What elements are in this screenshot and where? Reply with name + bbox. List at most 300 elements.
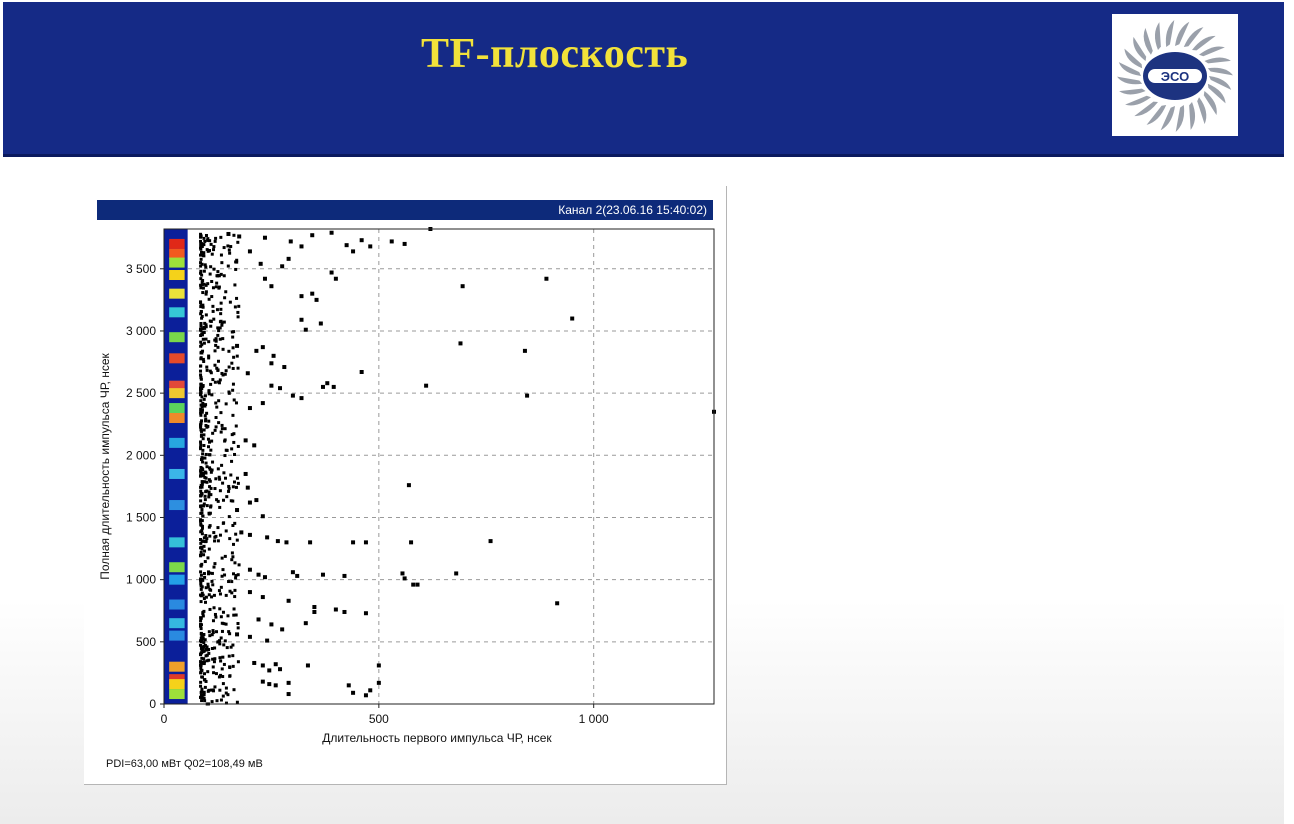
data-point xyxy=(411,583,415,587)
data-point xyxy=(224,290,227,293)
data-point xyxy=(211,253,214,256)
data-point xyxy=(208,491,211,494)
data-point xyxy=(217,329,220,332)
data-point xyxy=(199,570,202,573)
data-point xyxy=(248,568,252,572)
data-point xyxy=(222,611,225,614)
data-point xyxy=(204,498,207,501)
data-point xyxy=(330,271,334,275)
data-point xyxy=(204,490,207,493)
data-point xyxy=(221,424,224,427)
data-point xyxy=(199,261,202,264)
data-point xyxy=(217,467,220,470)
tf-scatter-plot xyxy=(84,186,726,784)
data-point xyxy=(202,553,205,556)
data-point xyxy=(212,248,215,251)
data-point xyxy=(319,322,323,326)
data-point xyxy=(233,398,236,401)
data-point xyxy=(204,686,207,689)
data-point xyxy=(214,240,217,243)
data-point xyxy=(254,349,258,353)
data-point xyxy=(233,688,236,691)
data-point xyxy=(203,678,206,681)
data-point xyxy=(208,630,211,633)
data-point xyxy=(217,287,220,290)
data-point xyxy=(206,654,209,657)
data-point xyxy=(228,675,231,678)
y-tick-label: 1 000 xyxy=(125,572,156,587)
data-point xyxy=(203,672,206,675)
company-logo xyxy=(1112,14,1238,136)
data-point xyxy=(218,689,221,692)
data-point xyxy=(203,429,206,432)
data-point xyxy=(232,330,235,333)
data-point xyxy=(209,320,212,323)
data-point xyxy=(224,639,227,642)
data-point xyxy=(544,277,548,281)
data-point xyxy=(205,596,208,599)
data-point xyxy=(219,534,222,537)
data-point xyxy=(203,693,206,696)
data-point xyxy=(215,630,218,633)
data-point xyxy=(236,241,239,244)
data-point xyxy=(368,688,372,692)
data-point xyxy=(200,245,203,248)
data-point xyxy=(287,599,291,603)
data-point xyxy=(199,538,202,541)
data-point xyxy=(377,663,381,667)
density-hotspot xyxy=(169,537,184,547)
data-point xyxy=(200,333,203,336)
data-point xyxy=(278,667,282,671)
data-point xyxy=(204,534,207,537)
data-point xyxy=(199,443,202,446)
data-point xyxy=(228,392,231,395)
data-point xyxy=(221,557,224,560)
data-point xyxy=(220,273,223,276)
data-point xyxy=(221,337,224,340)
data-point xyxy=(208,466,211,469)
density-hotspot xyxy=(169,289,184,299)
data-point xyxy=(206,369,209,372)
density-hotspot xyxy=(169,307,184,317)
data-point xyxy=(217,421,220,424)
data-point xyxy=(248,249,252,253)
density-hotspot xyxy=(169,353,184,363)
data-point xyxy=(211,461,214,464)
density-hotspot xyxy=(169,679,184,689)
data-point xyxy=(214,616,217,619)
data-point xyxy=(203,322,206,325)
data-point xyxy=(199,389,202,392)
data-point xyxy=(225,495,228,498)
density-hotspot xyxy=(169,500,184,510)
data-point xyxy=(233,453,236,456)
data-point xyxy=(200,627,203,630)
data-point xyxy=(202,287,205,290)
data-point xyxy=(232,432,235,435)
data-point xyxy=(209,383,212,386)
y-tick-label: 1 500 xyxy=(125,510,156,525)
data-point xyxy=(220,302,223,305)
data-point xyxy=(212,671,215,674)
data-point xyxy=(235,632,239,636)
data-point xyxy=(232,356,235,359)
density-hotspot xyxy=(169,618,184,628)
data-point xyxy=(234,533,237,536)
data-point xyxy=(215,367,218,370)
data-point xyxy=(228,632,231,635)
data-point xyxy=(289,239,293,243)
data-point xyxy=(207,438,210,441)
density-hotspot xyxy=(169,689,184,699)
data-point xyxy=(321,385,325,389)
data-point xyxy=(202,237,205,240)
data-point xyxy=(265,639,269,643)
data-point xyxy=(237,660,240,663)
data-point xyxy=(199,582,202,585)
data-point xyxy=(213,660,216,663)
data-point xyxy=(216,270,219,273)
data-point xyxy=(274,662,278,666)
data-point xyxy=(222,471,225,474)
data-point xyxy=(200,688,203,691)
data-point xyxy=(205,462,208,465)
data-point xyxy=(232,234,235,237)
data-point xyxy=(218,607,221,610)
data-point xyxy=(265,535,269,539)
data-point xyxy=(199,428,202,431)
data-point xyxy=(216,699,219,702)
data-point xyxy=(199,520,202,523)
data-point xyxy=(213,536,216,539)
data-point xyxy=(312,610,316,614)
data-point xyxy=(200,529,203,532)
data-point xyxy=(227,580,230,583)
data-point xyxy=(282,365,286,369)
data-point xyxy=(218,476,221,479)
data-point xyxy=(228,515,231,518)
data-point xyxy=(199,370,202,373)
data-point xyxy=(199,440,202,443)
data-point xyxy=(232,346,235,349)
data-point xyxy=(209,325,212,328)
data-point xyxy=(200,623,203,626)
data-point xyxy=(201,468,204,471)
data-point xyxy=(409,540,413,544)
data-point xyxy=(227,350,230,353)
data-point xyxy=(222,695,225,698)
data-point xyxy=(233,283,236,286)
data-point xyxy=(203,576,206,579)
data-point xyxy=(221,656,224,659)
x-axis-label: Длительность первого импульса ЧР, нсек xyxy=(322,731,552,745)
data-point xyxy=(407,483,411,487)
data-point xyxy=(199,376,202,379)
data-point xyxy=(205,313,208,316)
data-point xyxy=(219,489,222,492)
data-point xyxy=(217,539,220,542)
data-point xyxy=(226,449,229,452)
data-point xyxy=(233,481,236,484)
data-point xyxy=(377,681,381,685)
data-point xyxy=(210,393,213,396)
data-point xyxy=(523,349,527,353)
data-point xyxy=(248,590,252,594)
data-point xyxy=(220,636,223,639)
data-point xyxy=(203,572,206,575)
data-point xyxy=(228,537,231,540)
data-point xyxy=(204,540,207,543)
data-point xyxy=(261,345,265,349)
data-point xyxy=(219,236,222,239)
data-point xyxy=(203,398,206,401)
data-point xyxy=(261,595,265,599)
data-point xyxy=(214,237,217,240)
data-point xyxy=(219,312,222,315)
data-point xyxy=(200,675,203,678)
data-point xyxy=(200,574,203,577)
data-point xyxy=(201,304,204,307)
data-point xyxy=(219,659,222,662)
data-point xyxy=(274,683,278,687)
y-tick-label: 2 500 xyxy=(125,386,156,401)
data-point xyxy=(231,524,234,527)
data-point xyxy=(200,343,203,346)
data-point xyxy=(334,607,338,611)
data-point xyxy=(210,295,213,298)
data-point xyxy=(312,605,316,609)
data-point xyxy=(205,412,208,415)
data-point xyxy=(261,514,265,518)
data-point xyxy=(231,414,234,417)
data-point xyxy=(287,692,291,696)
data-point xyxy=(212,665,215,668)
data-point xyxy=(236,622,239,625)
data-point xyxy=(219,326,222,329)
data-point xyxy=(225,692,228,695)
data-point xyxy=(207,690,210,693)
data-point xyxy=(222,499,225,502)
data-point xyxy=(267,668,271,672)
density-hotspot xyxy=(169,600,184,610)
data-point xyxy=(208,572,211,575)
data-point xyxy=(211,305,214,308)
data-point xyxy=(223,454,226,457)
data-point xyxy=(220,699,223,702)
data-point xyxy=(230,558,233,561)
data-point xyxy=(220,464,223,467)
density-hotspot xyxy=(169,662,184,672)
data-point xyxy=(208,634,211,637)
data-point xyxy=(213,364,216,367)
data-point xyxy=(209,273,212,276)
data-point xyxy=(360,370,364,374)
data-point xyxy=(228,365,231,368)
y-tick-label: 3 000 xyxy=(125,323,156,338)
data-point xyxy=(230,447,233,450)
data-point xyxy=(199,272,202,275)
data-point xyxy=(236,311,239,314)
data-point xyxy=(220,254,223,257)
data-point xyxy=(231,644,234,647)
data-point xyxy=(209,589,212,592)
data-point xyxy=(364,611,368,615)
data-point xyxy=(211,469,214,472)
data-point xyxy=(261,663,265,667)
data-point xyxy=(200,617,203,620)
data-point xyxy=(237,573,240,576)
data-point xyxy=(228,666,231,669)
data-point xyxy=(202,254,205,257)
data-point xyxy=(202,251,205,254)
data-point xyxy=(215,672,218,675)
data-point xyxy=(199,554,202,557)
data-point xyxy=(201,283,204,286)
data-point xyxy=(211,378,214,381)
data-point xyxy=(231,551,234,554)
data-point xyxy=(287,257,291,261)
data-point xyxy=(215,425,218,428)
data-point xyxy=(225,687,228,690)
data-point xyxy=(215,282,218,285)
data-point xyxy=(237,482,240,485)
data-point xyxy=(213,562,216,565)
data-point xyxy=(200,640,203,643)
y-tick-label: 0 xyxy=(149,697,156,711)
density-hotspot xyxy=(169,388,184,398)
data-point xyxy=(263,575,267,579)
data-point xyxy=(237,367,240,370)
data-point xyxy=(220,431,223,434)
density-hotspot xyxy=(169,239,184,249)
y-tick-label: 2 000 xyxy=(125,448,156,463)
data-point xyxy=(220,586,223,589)
data-point xyxy=(226,614,229,617)
data-point xyxy=(291,394,295,398)
data-point xyxy=(201,514,204,517)
data-point xyxy=(217,500,220,503)
data-point xyxy=(261,680,265,684)
data-point xyxy=(202,433,205,436)
data-point xyxy=(203,331,206,334)
data-point xyxy=(300,318,304,322)
data-point xyxy=(227,485,230,488)
data-point xyxy=(215,406,218,409)
data-point xyxy=(214,613,217,616)
data-point xyxy=(203,697,206,700)
data-point xyxy=(204,263,207,266)
data-point xyxy=(229,301,232,304)
data-point xyxy=(269,361,273,365)
data-point xyxy=(235,261,238,264)
data-point xyxy=(200,471,203,474)
data-point xyxy=(199,301,202,304)
data-point xyxy=(221,482,224,485)
data-point xyxy=(226,244,229,247)
data-point xyxy=(308,540,312,544)
data-point xyxy=(199,505,202,508)
data-point xyxy=(360,238,364,242)
data-point xyxy=(248,533,252,537)
data-point xyxy=(207,445,210,448)
data-point xyxy=(226,232,230,236)
density-hotspot xyxy=(169,403,184,413)
data-point xyxy=(199,594,202,597)
data-point xyxy=(204,419,207,422)
data-point xyxy=(222,682,225,685)
data-point xyxy=(235,401,238,404)
data-point xyxy=(223,573,226,576)
data-point xyxy=(209,265,212,268)
data-point xyxy=(201,612,204,615)
data-point xyxy=(208,453,211,456)
data-point xyxy=(269,384,273,388)
data-point xyxy=(310,292,314,296)
data-point xyxy=(201,486,204,489)
slide-header xyxy=(3,2,1284,157)
data-point xyxy=(208,239,211,242)
data-point xyxy=(200,419,203,422)
density-hotspot xyxy=(169,562,184,572)
data-point xyxy=(208,485,211,488)
data-point xyxy=(238,563,241,566)
data-point xyxy=(246,486,250,490)
data-point xyxy=(200,317,203,320)
data-point xyxy=(200,494,203,497)
data-point xyxy=(237,305,240,308)
data-point xyxy=(263,277,267,281)
data-point xyxy=(215,340,218,343)
data-point xyxy=(306,663,310,667)
data-point xyxy=(223,246,226,249)
density-hotspot xyxy=(169,438,184,448)
data-point xyxy=(209,449,212,452)
data-point xyxy=(232,665,235,668)
data-point xyxy=(252,443,256,447)
measurement-summary: PDI=63,00 мВт Q02=108,49 мВ xyxy=(106,758,263,770)
data-point xyxy=(204,394,207,397)
data-point xyxy=(208,548,211,551)
data-point xyxy=(208,392,211,395)
data-point xyxy=(199,399,202,402)
data-point xyxy=(280,264,284,268)
data-point xyxy=(215,285,218,288)
data-point xyxy=(214,429,217,432)
data-point xyxy=(206,504,209,507)
data-point xyxy=(219,411,222,414)
data-point xyxy=(223,440,226,443)
data-point xyxy=(458,341,462,345)
data-point xyxy=(351,691,355,695)
data-point xyxy=(222,522,225,525)
data-point xyxy=(222,348,225,351)
data-point xyxy=(214,381,217,384)
data-point xyxy=(212,531,215,534)
data-point xyxy=(216,334,219,337)
data-point xyxy=(205,648,208,651)
data-point xyxy=(211,572,214,575)
data-point xyxy=(231,500,234,503)
data-point xyxy=(204,403,207,406)
data-point xyxy=(390,239,394,243)
density-hotspot xyxy=(169,249,184,259)
data-point xyxy=(212,619,215,622)
data-point xyxy=(233,561,236,564)
data-point xyxy=(400,571,404,575)
data-point xyxy=(254,498,258,502)
data-point xyxy=(201,411,204,414)
